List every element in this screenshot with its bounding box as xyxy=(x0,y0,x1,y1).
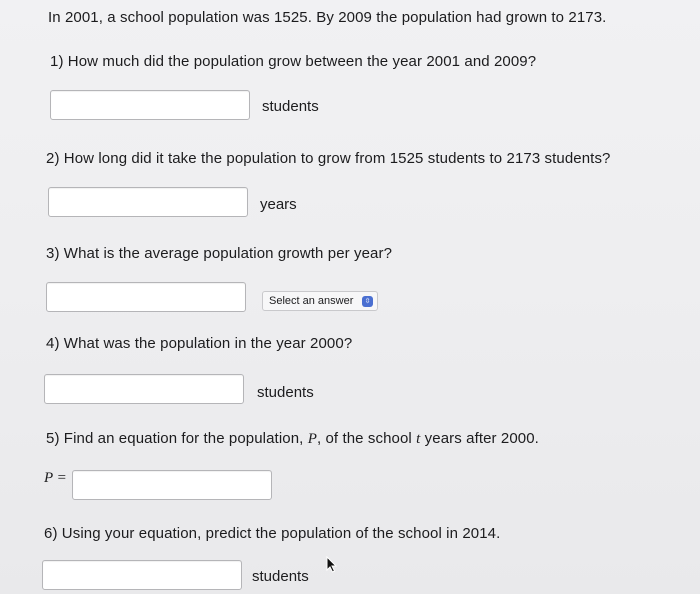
question-4: 4) What was the population in the year 2000? xyxy=(46,335,353,352)
unit-label-4: students xyxy=(257,384,314,401)
unit-label-1: students xyxy=(262,98,319,115)
variable-t: t xyxy=(416,431,421,447)
problem-intro: In 2001, a school population was 1525. By 2009 the population had grown to 2173. xyxy=(48,9,607,26)
question-5-text-a: 5) Find an equation for the population, xyxy=(46,430,308,447)
equation-input[interactable] xyxy=(72,470,272,500)
question-5-text-b: , of the school xyxy=(316,430,417,447)
answer-input-3[interactable] xyxy=(46,282,246,312)
question-2: 2) How long did it take the population to grow from 1525 students to 2173 students? xyxy=(46,150,611,167)
arrow-cursor-icon xyxy=(325,556,341,574)
question-5 xyxy=(46,430,539,448)
answer-input-6[interactable] xyxy=(42,560,242,590)
unit-select-3[interactable] xyxy=(262,291,378,311)
answer-input-1[interactable] xyxy=(50,90,250,120)
answer-input-2[interactable] xyxy=(48,187,248,217)
question-5-text-c: years after 2000. xyxy=(420,430,539,447)
chevron-up-down-icon: ⇳ xyxy=(362,296,373,307)
unit-label-6: students xyxy=(252,568,309,585)
question-3: 3) What is the average population growth per year? xyxy=(46,245,393,262)
select-placeholder: Select an answer xyxy=(269,295,354,307)
answer-input-4[interactable] xyxy=(44,374,244,404)
question-6: 6) Using your equation, predict the population of the school in 2014. xyxy=(44,525,501,542)
equation-lhs-label xyxy=(44,470,67,487)
question-1: 1) How much did the population grow between the year 2001 and 2009? xyxy=(50,53,537,70)
variable-p: P xyxy=(307,431,317,447)
equation-lhs-text: P = xyxy=(44,470,67,486)
unit-label-2: years xyxy=(260,196,297,213)
